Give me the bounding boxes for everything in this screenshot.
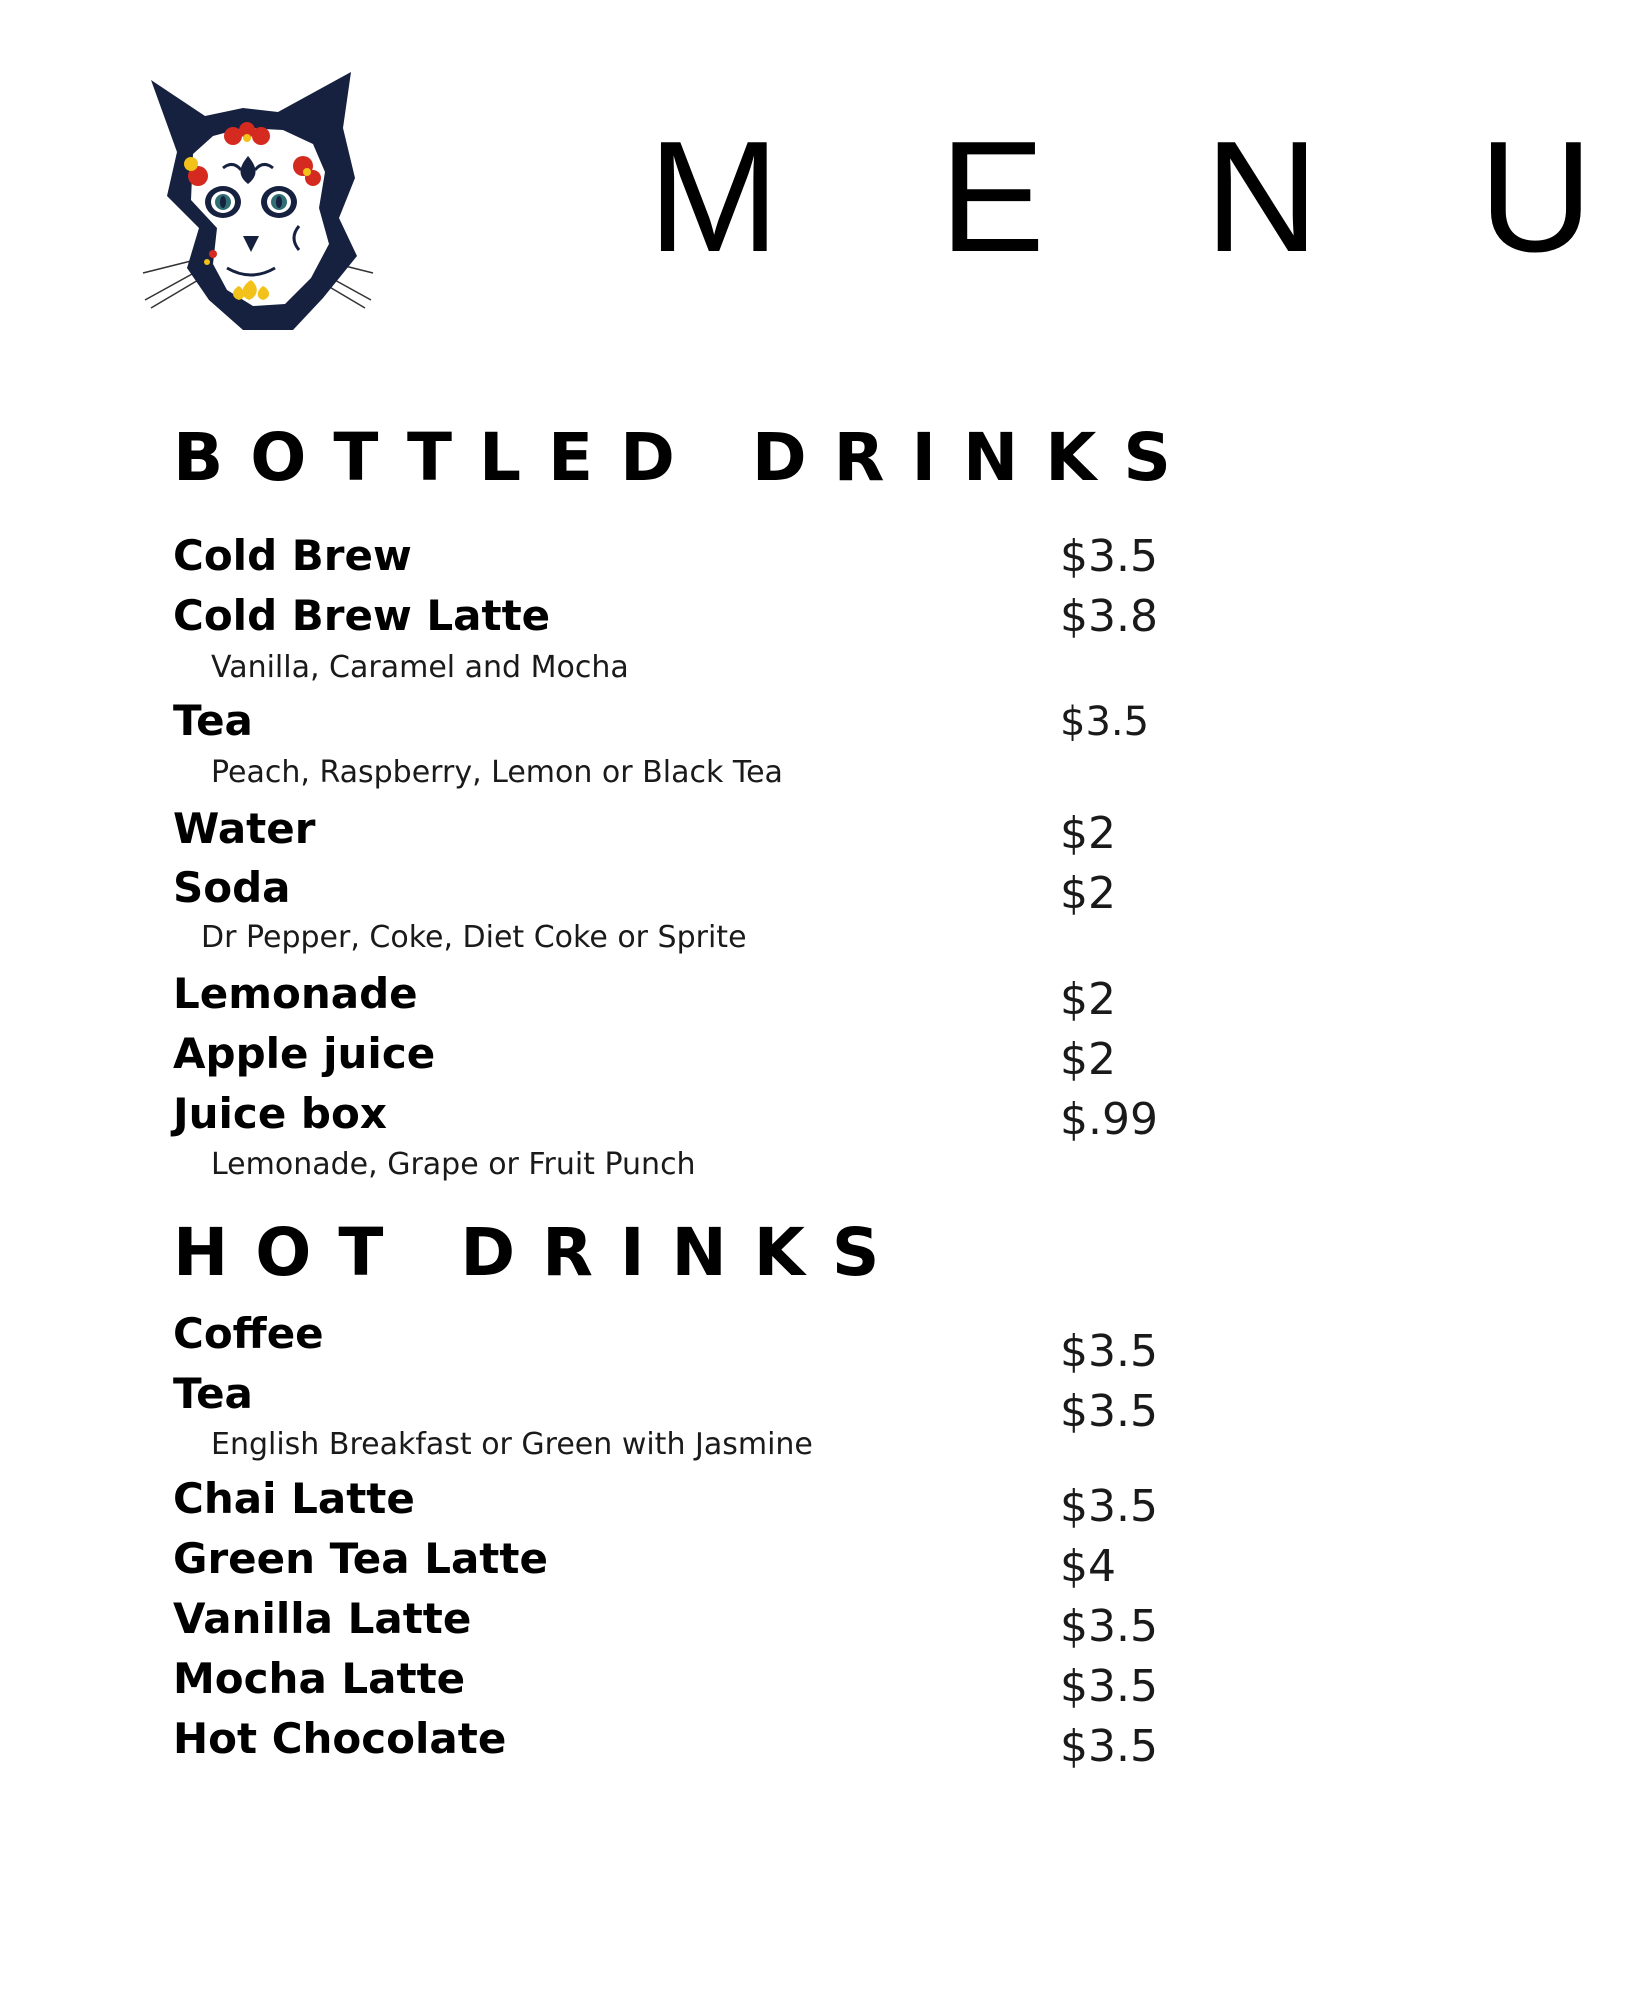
item-price: $3.5 [1060, 1661, 1158, 1712]
item-price: $2 [1060, 974, 1116, 1025]
item-price: $2 [1060, 868, 1116, 919]
item-price: $4 [1060, 1541, 1116, 1592]
item-name: Vanilla Latte [173, 1594, 472, 1643]
section-title-bottled-drinks: BOTTLED DRINKS [173, 419, 1198, 496]
item-price: $3.5 [1060, 1326, 1158, 1377]
item-price: $3.5 [1060, 1721, 1158, 1772]
item-name: Tea [173, 1369, 253, 1418]
item-price: $2 [1060, 1034, 1116, 1085]
item-name: Lemonade [173, 969, 418, 1018]
item-price: $2 [1060, 808, 1116, 859]
sugar-skull-cat-icon [143, 68, 373, 338]
item-name: Cold Brew [173, 531, 412, 580]
page-title: M E N U [648, 109, 1651, 285]
item-name: Apple juice [173, 1029, 436, 1078]
item-price: $3.5 [1060, 1601, 1158, 1652]
item-name: Mocha Latte [173, 1654, 466, 1703]
item-description: English Breakfast or Green with Jasmine [211, 1427, 813, 1462]
item-description: Lemonade, Grape or Fruit Punch [211, 1147, 696, 1182]
item-name: Chai Latte [173, 1474, 415, 1523]
item-price: $3.5 [1060, 1481, 1158, 1532]
item-price: $3.5 [1060, 699, 1150, 745]
item-price: $3.5 [1060, 1386, 1158, 1437]
item-name: Green Tea Latte [173, 1534, 548, 1583]
item-price: $3.5 [1060, 531, 1158, 582]
item-name: Hot Chocolate [173, 1714, 507, 1763]
item-name: Water [173, 804, 316, 853]
item-price: $.99 [1060, 1094, 1158, 1145]
item-price: $3.8 [1060, 591, 1158, 642]
item-name: Coffee [173, 1309, 324, 1358]
item-description: Vanilla, Caramel and Mocha [211, 650, 629, 685]
item-name: Juice box [173, 1089, 387, 1138]
section-title-hot-drinks: HOT DRINKS [173, 1214, 907, 1291]
item-description: Dr Pepper, Coke, Diet Coke or Sprite [201, 920, 747, 955]
item-name: Tea [173, 696, 253, 745]
item-name: Soda [173, 863, 291, 912]
item-name: Cold Brew Latte [173, 591, 551, 640]
item-description: Peach, Raspberry, Lemon or Black Tea [211, 755, 783, 790]
